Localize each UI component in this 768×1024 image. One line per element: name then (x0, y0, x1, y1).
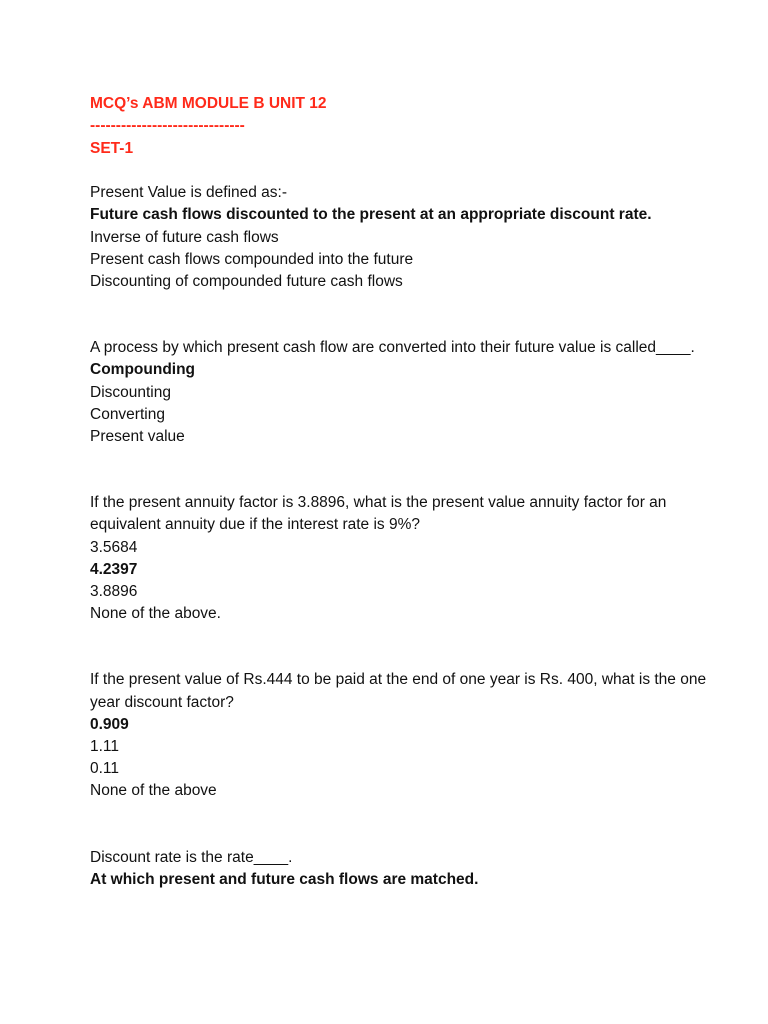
option: Discounting (90, 383, 171, 401)
option-correct: At which present and future cash flows are matched. (90, 870, 479, 888)
option: Discounting of compounded future cash flows (90, 273, 403, 291)
option: 3.8896 (90, 583, 138, 601)
question-block (90, 669, 730, 802)
option-correct: Future cash flows discounted to the present at an appropriate discount rate. (90, 206, 652, 224)
document-title: MCQ’s ABM MODULE B UNIT 12 (90, 95, 327, 112)
document-content (90, 93, 730, 891)
option: Present value (90, 428, 185, 446)
option: Converting (90, 405, 165, 423)
question-text: Discount rate is the rate____. (90, 848, 293, 866)
question-block (90, 182, 730, 293)
option-correct: Compounding (90, 361, 196, 379)
question-block (90, 337, 730, 448)
option: Present cash flows compounded into the future (90, 250, 414, 268)
question-text: Present Value is defined as:- (90, 184, 288, 202)
question-text: A process by which present cash flow are converted into their future value is called____. (90, 339, 695, 357)
set-label: SET-1 (90, 139, 134, 157)
question-text: If the present annuity factor is 3.8896, what is the present value annuity factor for an equivalent annuity due if the interest rate is 9%? (90, 494, 671, 534)
option: 0.11 (90, 760, 120, 778)
option: None of the above. (90, 605, 221, 623)
option: None of the above (90, 782, 217, 800)
option-correct: 4.2397 (90, 560, 138, 578)
option: Inverse of future cash flows (90, 228, 279, 246)
option: 3.5684 (90, 538, 138, 556)
question-text: If the present value of Rs.444 to be paid at the end of one year is Rs. 400, what is the one year discount factor? (90, 671, 711, 711)
option: 1.11 (90, 738, 120, 756)
question-block (90, 847, 730, 891)
question-block (90, 492, 730, 625)
title-divider: ------------------------------ (90, 117, 245, 135)
option-correct: 0.909 (90, 715, 129, 733)
